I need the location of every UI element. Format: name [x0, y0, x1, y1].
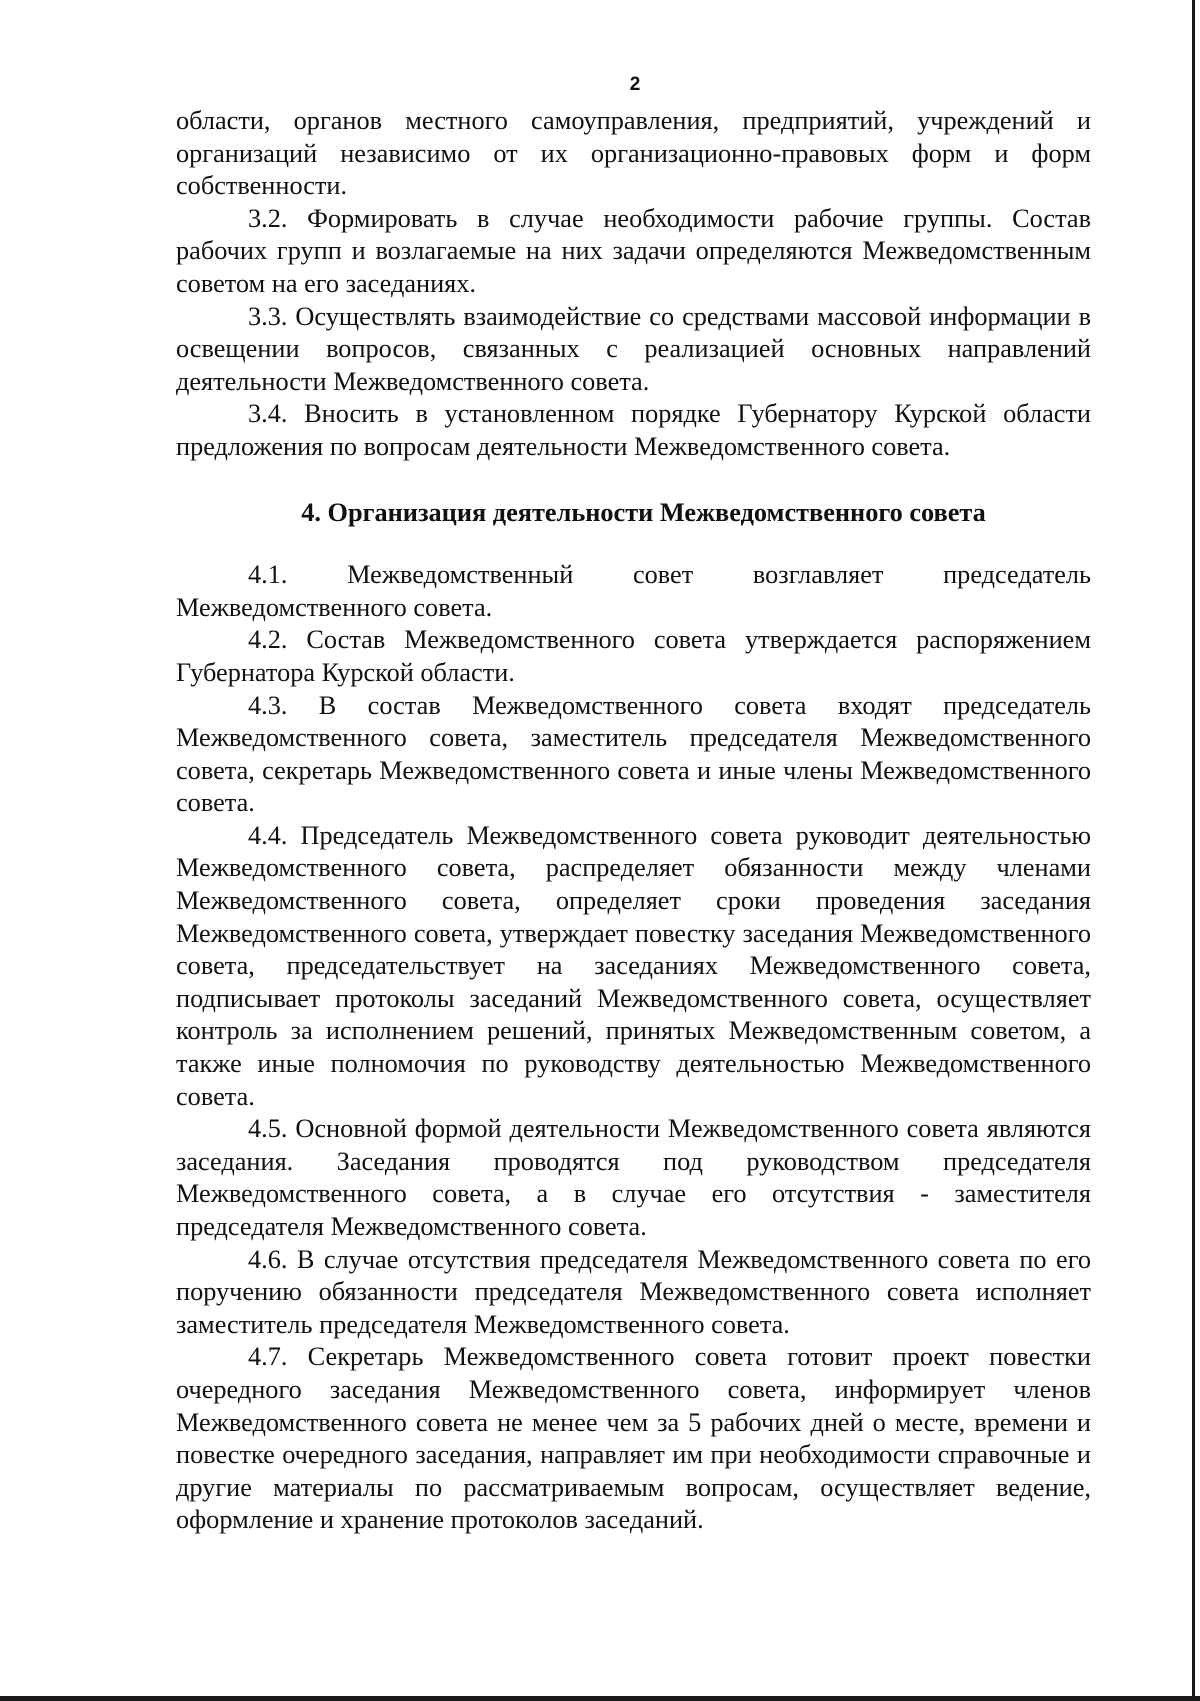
paragraph-4-7: 4.7. Секретарь Межведомственного совета готовит проект повестки очередного заседания Межведомственного совета, информирует членов Межведомственного совета не менее чем за 5 рабочих дней о месте, времени и повестке очередного заседания, направляет им при необходимости справочные и другие материалы по рассматриваемым вопросам, осуществляет ведение, оформление и хранение протоколов заседаний. — [176, 1342, 1091, 1535]
paragraph-4-4: 4.4. Председатель Межведомственного совета руководит деятельностью Межведомственного совета, распределяет обязанности между членами Межведомственного совета, определяет сроки проведения заседания Межведомственного совета, утверждает повестку заседания Межведомственного совета, председательствует на заседаниях Межведомственного совета, подписывает протоколы заседаний Межведомственного совета, осуществляет контроль за исполнением решений, принятых Межведомственным советом, а также иные полномочия по руководству деятельностью Межведомственного совета. — [176, 820, 1091, 1111]
paragraph-4-6: 4.6. В случае отсутствия председателя Межведомственного совета по его поручению обязанности председателя Межведомственного совета исполняет заместитель председателя Межведомственного совета. — [176, 1244, 1091, 1339]
paragraph-3-4: 3.4. Вносить в установленном порядке Губернатору Курской области предложения по вопросам деятельности Межведомственного совета. — [176, 399, 1091, 461]
paragraph-3-3: 3.3. Осуществлять взаимодействие со средствами массовой информации в освещении вопросов, связанных с реализацией основных направлений деятельности Межведомственного совета. — [176, 301, 1091, 396]
scan-edge-bottom — [0, 1696, 1200, 1701]
paragraph-4-5: 4.5. Основной формой деятельности Межведомственного совета являются заседания. Заседания проводятся под руководством председателя Межведомственного совета, а в случае его отсутствия - заместителя председателя Межведомственного совета. — [176, 1114, 1091, 1241]
scan-edge-right — [1192, 0, 1195, 1701]
paragraph-4-1: 4.1. Межведомственный совет возглавляет председатель Межведомственного совета. — [176, 560, 1091, 622]
paragraph-4-3: 4.3. В состав Межведомственного совета входят председатель Межведомственного совета, заместитель председателя Межведомственного совета, секретарь Межведомственного совета и иные члены Межведомственного совета. — [176, 690, 1091, 818]
section-heading: 4. Организация деятельности Межведомственного совета — [301, 497, 986, 527]
paragraph-3-2: 3.2. Формировать в случае необходимости рабочие группы. Состав рабочих групп и возлагаемые на них задачи определяются Межведомственным советом на его заседаниях. — [176, 203, 1091, 298]
paragraph-4-2: 4.2. Состав Межведомственного совета утверждается распоряжением Губернатора Курской области. — [176, 625, 1091, 687]
paragraph-continuation: области, органов местного самоуправления, предприятий, учреждений и организаций независимо от их организационно-правовых форм и форм собственности. — [176, 106, 1091, 201]
document-body — [176, 105, 1091, 1537]
page-number: 2 — [629, 74, 641, 95]
